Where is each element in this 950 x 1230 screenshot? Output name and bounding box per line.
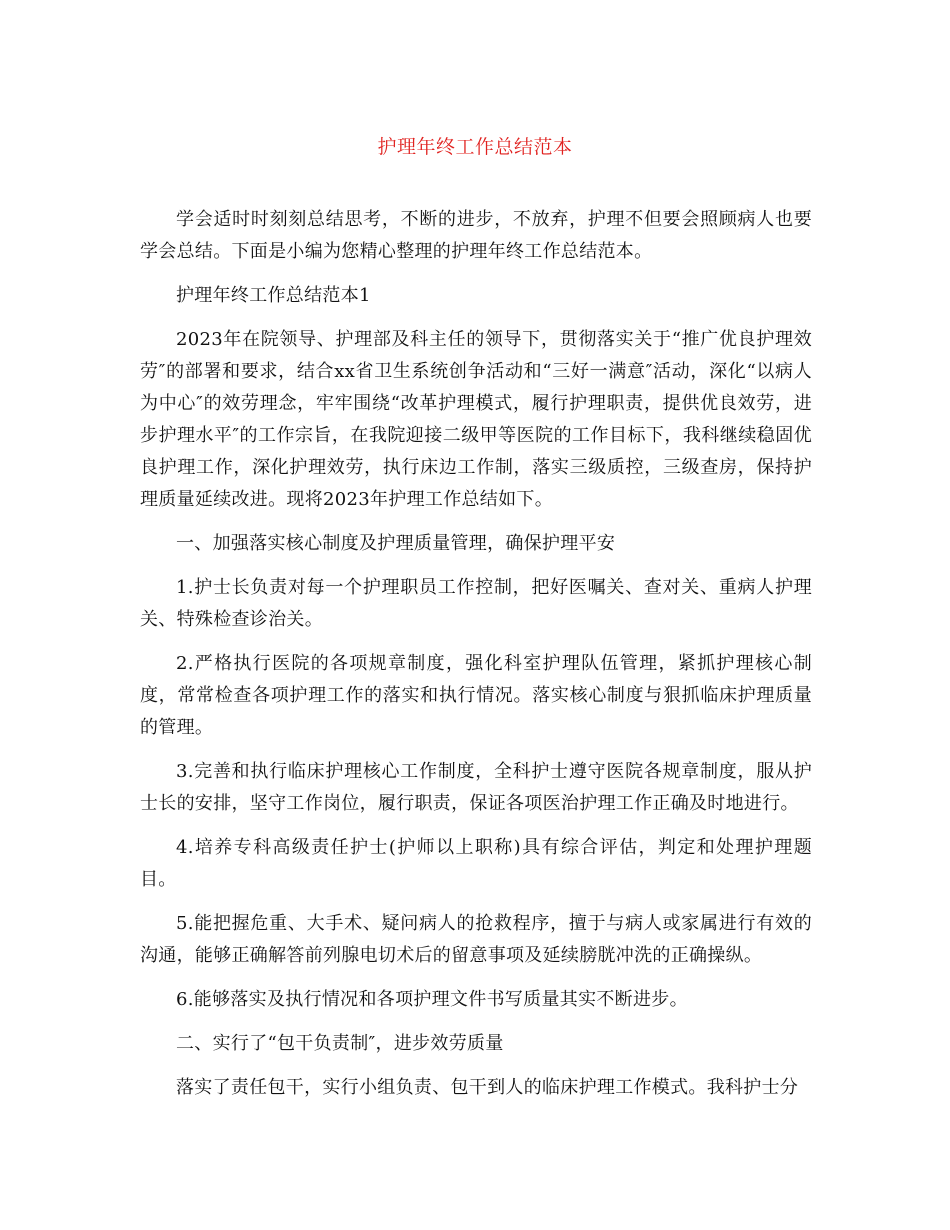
document-title: 护理年终工作总结范本 <box>377 136 573 158</box>
overview-paragraph: 2023年在院领导、护理部及科主任的领导下，贯彻落实关于“推广优良护理效劳″的部署和要求，结合xx省卫生系统创争活动和“三好一满意″活动，深化“以病人为中心″的效劳理念，牢牢围绕“改革护理模式，履行护理职责，提供优良效劳，进步护理水平″的工作宗旨，在我院迎接二级甲等医院的工作目标下，我科继续稳固优良护理工作，深化护理效劳，执行床边工作制，落实三级质控，三级查房，保持护理质量延续改进。现将2023年护理工作总结如下。 <box>140 329 812 510</box>
list-item-2: 2.严格执行医院的各项规章制度，强化科室护理队伍管理，紧抓护理核心制度，常常检查各项护理工作的落实和执行情况。落实核心制度与狠抓临床护理质量的管理。 <box>140 653 812 738</box>
list-item-1: 1.护士长负责对每一个护理职员工作控制，把好医嘱关、查对关、重病人护理关、特殊检查诊治关。 <box>140 577 812 630</box>
document-body <box>140 204 812 1116</box>
list-item-4: 4.培养专科高级责任护士(护师以上职称)具有综合评估，判定和处理护理题目。 <box>140 837 812 890</box>
body-paragraph: 落实了责任包干，实行小组负责、包干到人的临床护理工作模式。我科护士分 <box>176 1077 799 1098</box>
section-heading-sample-1: 护理年终工作总结范本1 <box>176 285 371 306</box>
intro-paragraph: 学会适时时刻刻总结思考，不断的进步，不放弃，护理不但要会照顾病人也要学会总结。下面是小编为您精心整理的护理年终工作总结范本。 <box>140 209 812 262</box>
section-heading-1: 一、加强落实核心制度及护理质量管理，确保护理平安 <box>176 533 616 554</box>
list-item-6: 6.能够落实及执行情况和各项护理文件书写质量其实不断进步。 <box>176 989 688 1010</box>
list-item-5: 5.能把握危重、大手术、疑问病人的抢救程序，擅于与病人或家属进行有效的沟通，能够正确解答前列腺电切术后的留意事项及延续膀胱冲洗的正确操纵。 <box>140 913 812 966</box>
section-heading-2: 二、实行了“包干负责制″，进步效劳质量 <box>176 1033 504 1054</box>
list-item-3: 3.完善和执行临床护理核心工作制度，全科护士遵守医院各规章制度，服从护士长的安排，坚守工作岗位，履行职责，保证各项医治护理工作正确及时地进行。 <box>140 761 812 814</box>
